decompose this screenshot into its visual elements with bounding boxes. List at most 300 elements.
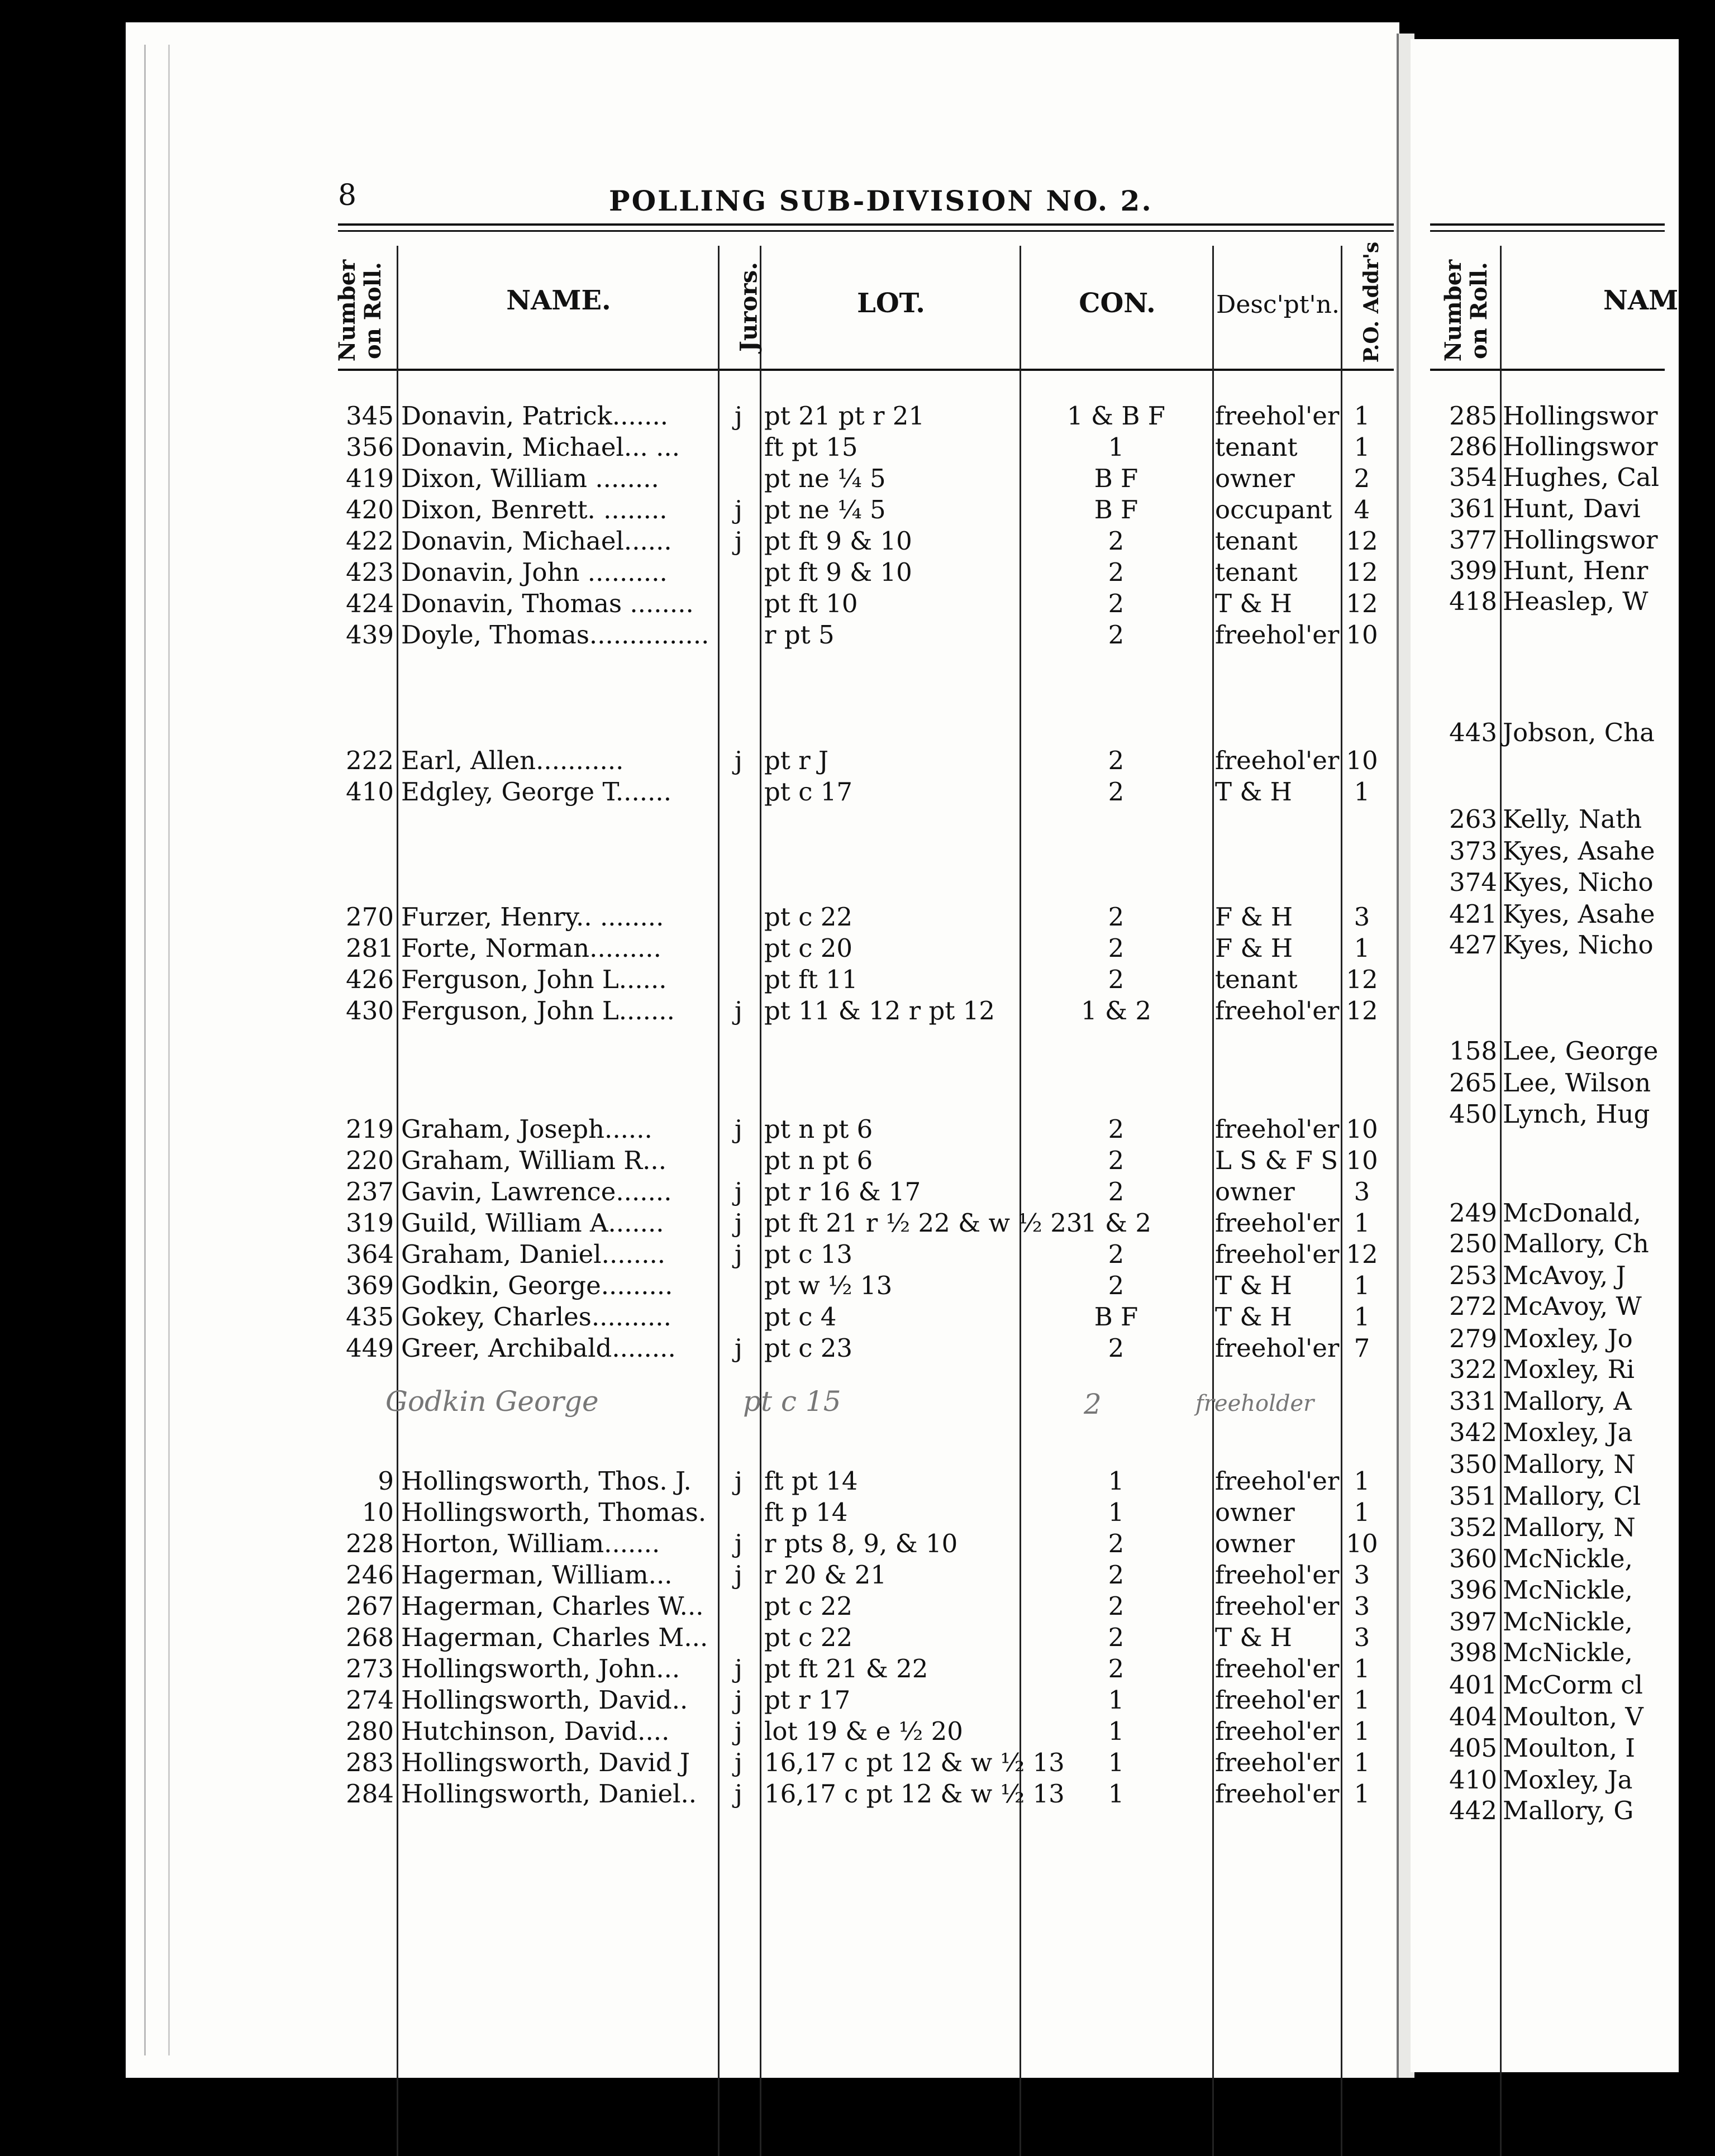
right-table-row bbox=[1444, 1418, 1633, 1447]
right-roll-number: 350 bbox=[1449, 1449, 1497, 1479]
table-row bbox=[0, 1685, 1397, 1715]
right-table-row bbox=[1444, 1386, 1632, 1416]
description: owner bbox=[1215, 1177, 1295, 1206]
right-roll-number: 442 bbox=[1449, 1796, 1497, 1825]
po-address: 1 bbox=[1354, 1208, 1370, 1238]
description: T & H bbox=[1215, 1623, 1292, 1652]
right-roll-number: 399 bbox=[1449, 556, 1497, 585]
right-header-number: Number on Roll. bbox=[1440, 259, 1492, 362]
description: T & H bbox=[1215, 1271, 1292, 1300]
po-address: 1 bbox=[1354, 432, 1370, 462]
right-roll-number: 286 bbox=[1449, 432, 1497, 461]
juror-mark: j bbox=[735, 996, 742, 1025]
po-address: 1 bbox=[1354, 933, 1370, 963]
juror-mark: j bbox=[735, 1779, 742, 1809]
table-row bbox=[0, 1748, 1397, 1778]
po-address: 1 bbox=[1354, 1271, 1370, 1300]
po-address: 12 bbox=[1346, 589, 1378, 618]
right-roll-number: 450 bbox=[1449, 1099, 1497, 1129]
voter-name: Hagerman, Charles M... bbox=[401, 1623, 708, 1652]
lot-value: pt r J bbox=[764, 746, 829, 775]
juror-mark: j bbox=[735, 401, 742, 431]
con-value: 1 bbox=[1108, 1497, 1125, 1527]
right-table-row bbox=[1444, 1544, 1633, 1573]
lot-value: pt r 16 & 17 bbox=[764, 1177, 921, 1206]
juror-mark: j bbox=[735, 526, 742, 556]
right-voter-name: Mallory, Ch bbox=[1503, 1229, 1649, 1258]
roll-number: 410 bbox=[346, 777, 394, 807]
lot-value: ft p 14 bbox=[764, 1497, 848, 1527]
lot-value: pt ne ¼ 5 bbox=[764, 495, 886, 524]
header-number: Number on Roll. bbox=[334, 259, 386, 362]
right-table-row bbox=[1444, 1702, 1643, 1732]
right-table-row bbox=[1444, 1354, 1635, 1384]
roll-number: 424 bbox=[346, 589, 394, 618]
con-value: 2 bbox=[1108, 1271, 1125, 1300]
table-row bbox=[0, 401, 1397, 431]
con-value: 2 bbox=[1108, 620, 1125, 650]
right-roll-number: 354 bbox=[1449, 462, 1497, 492]
table-row bbox=[0, 965, 1397, 995]
con-value: 2 bbox=[1108, 902, 1125, 932]
right-roll-number: 342 bbox=[1449, 1418, 1497, 1447]
roll-number: 439 bbox=[346, 620, 394, 650]
right-table-row bbox=[1444, 586, 1649, 616]
lot-value: pt c 13 bbox=[764, 1239, 852, 1269]
table-row bbox=[0, 526, 1397, 556]
po-address: 10 bbox=[1346, 1114, 1378, 1144]
voter-name: Donavin, Thomas ........ bbox=[401, 589, 694, 618]
voter-name: Hollingsworth, Thomas. bbox=[401, 1497, 707, 1527]
po-address: 3 bbox=[1354, 902, 1370, 932]
right-voter-name: Moulton, V bbox=[1503, 1702, 1643, 1732]
con-value: 1 bbox=[1108, 1716, 1125, 1746]
po-address: 1 bbox=[1354, 1654, 1370, 1683]
po-address: 1 bbox=[1354, 1748, 1370, 1777]
voter-name: Ferguson, John L....... bbox=[401, 996, 675, 1025]
lot-value: pt c 22 bbox=[764, 902, 852, 932]
juror-mark: j bbox=[735, 495, 742, 524]
description: freehol'er bbox=[1215, 996, 1340, 1025]
right-table-row bbox=[1444, 1575, 1633, 1605]
right-roll-number: 361 bbox=[1449, 494, 1497, 523]
description: F & H bbox=[1215, 902, 1293, 932]
voter-name: Ferguson, John L...... bbox=[401, 965, 667, 994]
description: owner bbox=[1215, 464, 1295, 493]
right-voter-name: Mallory, G bbox=[1503, 1796, 1634, 1825]
roll-number: 449 bbox=[346, 1333, 394, 1363]
right-roll-number: 265 bbox=[1449, 1068, 1497, 1098]
lot-value: pt c 23 bbox=[764, 1333, 852, 1363]
con-value: 2 bbox=[1108, 1114, 1125, 1144]
table-row bbox=[0, 1177, 1397, 1207]
voter-name: Hagerman, William... bbox=[401, 1560, 673, 1590]
right-voter-name: Hughes, Cal bbox=[1503, 462, 1659, 492]
lot-value: pt c 22 bbox=[764, 1623, 852, 1652]
right-table-row bbox=[1444, 1607, 1633, 1637]
description: freehol'er bbox=[1215, 1333, 1340, 1363]
right-table-row bbox=[1444, 1449, 1636, 1479]
description: tenant bbox=[1215, 557, 1298, 587]
po-address: 12 bbox=[1346, 965, 1378, 994]
voter-name: Furzer, Henry.. ........ bbox=[401, 902, 664, 932]
po-address: 1 bbox=[1354, 1685, 1370, 1715]
right-table-row bbox=[1444, 462, 1659, 492]
handwritten-con: 2 bbox=[1084, 1388, 1102, 1420]
po-address: 3 bbox=[1354, 1560, 1370, 1590]
roll-number: 284 bbox=[346, 1779, 394, 1809]
description: tenant bbox=[1215, 526, 1298, 556]
voter-name: Earl, Allen........... bbox=[401, 746, 624, 775]
right-roll-number: 397 bbox=[1449, 1607, 1497, 1637]
header-desc: Desc'pt'n. bbox=[1216, 290, 1340, 319]
right-voter-name: Mallory, N bbox=[1503, 1449, 1636, 1479]
table-row bbox=[0, 1114, 1397, 1144]
con-value: 2 bbox=[1108, 777, 1125, 807]
juror-mark: j bbox=[735, 1748, 742, 1777]
right-table-row bbox=[1444, 1638, 1633, 1667]
right-voter-name: Jobson, Cha bbox=[1503, 718, 1655, 747]
voter-name: Donavin, Michael...... bbox=[401, 526, 672, 556]
description: freehol'er bbox=[1215, 1560, 1340, 1590]
right-voter-name: Moxley, Jo bbox=[1503, 1324, 1633, 1353]
right-roll-number: 421 bbox=[1449, 899, 1497, 929]
roll-number: 423 bbox=[346, 557, 394, 587]
right-table-row bbox=[1444, 525, 1658, 555]
lot-value: pt 11 & 12 r pt 12 bbox=[764, 996, 995, 1025]
roll-number: 228 bbox=[346, 1529, 394, 1558]
description: L S & F S bbox=[1215, 1146, 1338, 1175]
juror-mark: j bbox=[735, 1560, 742, 1590]
right-voter-name: Hollingswor bbox=[1503, 432, 1658, 461]
voter-name: Hollingsworth, David.. bbox=[401, 1685, 688, 1715]
description: freehol'er bbox=[1215, 1239, 1340, 1269]
con-value: 2 bbox=[1108, 589, 1125, 618]
header-po: P.O. Addr's bbox=[1360, 241, 1383, 363]
table-row bbox=[0, 1239, 1397, 1270]
table-row bbox=[0, 1560, 1397, 1590]
juror-mark: j bbox=[735, 1239, 742, 1269]
description: T & H bbox=[1215, 777, 1292, 807]
voter-name: Forte, Norman......... bbox=[401, 933, 661, 963]
po-address: 1 bbox=[1354, 1716, 1370, 1746]
lot-value: pt c 4 bbox=[764, 1302, 837, 1332]
con-value: 2 bbox=[1108, 746, 1125, 775]
po-address: 3 bbox=[1354, 1177, 1370, 1206]
right-roll-number: 279 bbox=[1449, 1324, 1497, 1353]
right-table-row bbox=[1444, 1198, 1641, 1228]
roll-number: 319 bbox=[346, 1208, 394, 1238]
handwritten-name: Godkin George bbox=[385, 1385, 599, 1418]
roll-number: 356 bbox=[346, 432, 394, 462]
table-row bbox=[0, 1654, 1397, 1684]
voter-name: Donavin, John .......... bbox=[401, 557, 668, 587]
right-voter-name: McNickle, bbox=[1503, 1638, 1633, 1667]
table-row bbox=[0, 777, 1397, 807]
po-address: 1 bbox=[1354, 1779, 1370, 1809]
description: occupant bbox=[1215, 495, 1332, 524]
right-table-row bbox=[1444, 1513, 1636, 1542]
voter-name: Donavin, Michael... ... bbox=[401, 432, 680, 462]
con-value: 2 bbox=[1108, 1146, 1125, 1175]
description: freehol'er bbox=[1215, 1779, 1340, 1809]
roll-number: 364 bbox=[346, 1239, 394, 1269]
lot-value: pt ne ¼ 5 bbox=[764, 464, 886, 493]
table-row bbox=[0, 1466, 1397, 1496]
voter-name: Hagerman, Charles W... bbox=[401, 1591, 704, 1621]
roll-number: 273 bbox=[346, 1654, 394, 1683]
table-row bbox=[0, 1208, 1397, 1238]
juror-mark: j bbox=[735, 1177, 742, 1206]
con-value: B F bbox=[1094, 464, 1138, 493]
table-row bbox=[0, 1529, 1397, 1559]
right-voter-name: Moxley, Ja bbox=[1503, 1765, 1633, 1795]
roll-number: 237 bbox=[346, 1177, 394, 1206]
right-table-row bbox=[1444, 1229, 1649, 1258]
right-voter-name: Lee, Wilson bbox=[1503, 1068, 1651, 1098]
right-roll-number: 249 bbox=[1449, 1198, 1497, 1228]
right-roll-number: 427 bbox=[1449, 930, 1497, 960]
con-value: 1 & 2 bbox=[1081, 1208, 1151, 1238]
right-voter-name: Mallory, A bbox=[1503, 1386, 1632, 1416]
right-roll-number: 352 bbox=[1449, 1513, 1497, 1542]
con-value: 1 bbox=[1108, 432, 1125, 462]
right-table-row bbox=[1444, 804, 1642, 834]
voter-name: Edgley, George T....... bbox=[401, 777, 671, 807]
table-row bbox=[0, 464, 1397, 494]
right-table-row bbox=[1444, 401, 1658, 431]
lot-value: r pt 5 bbox=[764, 620, 835, 650]
right-voter-name: Moxley, Ri bbox=[1503, 1354, 1635, 1384]
description: T & H bbox=[1215, 589, 1292, 618]
right-table-row bbox=[1444, 930, 1654, 960]
right-voter-name: Mallory, Cl bbox=[1503, 1481, 1641, 1511]
right-voter-name: Lee, George bbox=[1503, 1036, 1659, 1066]
description: owner bbox=[1215, 1497, 1295, 1527]
juror-mark: j bbox=[735, 1529, 742, 1558]
description: freehol'er bbox=[1215, 1685, 1340, 1715]
voter-name: Dixon, Benrett. ........ bbox=[401, 495, 668, 524]
lot-value: pt r 17 bbox=[764, 1685, 851, 1715]
description: freehol'er bbox=[1215, 1748, 1340, 1777]
voter-name: Doyle, Thomas............... bbox=[401, 620, 709, 650]
description: freehol'er bbox=[1215, 1654, 1340, 1683]
roll-number: 283 bbox=[346, 1748, 394, 1777]
lot-value: r 20 & 21 bbox=[764, 1560, 887, 1590]
lot-value: pt ft 9 & 10 bbox=[764, 526, 912, 556]
lot-value: pt ft 11 bbox=[764, 965, 858, 994]
table-row bbox=[0, 1497, 1397, 1528]
roll-number: 281 bbox=[346, 933, 394, 963]
right-roll-number: 331 bbox=[1449, 1386, 1497, 1416]
right-roll-number: 322 bbox=[1449, 1354, 1497, 1384]
con-value: 2 bbox=[1108, 1239, 1125, 1269]
lot-value: 16,17 c pt 12 & w ½ 13 bbox=[764, 1748, 1065, 1777]
table-row bbox=[0, 1779, 1397, 1809]
con-value: B F bbox=[1094, 1302, 1138, 1332]
table-row bbox=[0, 1623, 1397, 1653]
voter-name: Graham, Joseph...... bbox=[401, 1114, 652, 1144]
table-row bbox=[0, 902, 1397, 932]
right-voter-name: Kyes, Asahe bbox=[1503, 899, 1655, 929]
description: freehol'er bbox=[1215, 401, 1340, 431]
con-value: 1 bbox=[1108, 1685, 1125, 1715]
right-table-row bbox=[1444, 1099, 1650, 1129]
voter-name: Gokey, Charles.......... bbox=[401, 1302, 671, 1332]
handwritten-desc: freeholder bbox=[1195, 1391, 1314, 1416]
right-roll-number: 373 bbox=[1449, 836, 1497, 866]
right-header-name: NAM bbox=[1603, 285, 1679, 316]
lot-value: ft pt 14 bbox=[764, 1466, 858, 1496]
con-value: 2 bbox=[1108, 1654, 1125, 1683]
po-address: 1 bbox=[1354, 1466, 1370, 1496]
table-row bbox=[0, 432, 1397, 462]
roll-number: 435 bbox=[346, 1302, 394, 1332]
description: freehol'er bbox=[1215, 1716, 1340, 1746]
lot-value: r pts 8, 9, & 10 bbox=[764, 1529, 958, 1558]
right-roll-number: 418 bbox=[1449, 586, 1497, 616]
right-roll-number: 374 bbox=[1449, 867, 1497, 897]
page-heading: POLLING SUB-DIVISION NO. 2. bbox=[609, 184, 1153, 217]
lot-value: pt n pt 6 bbox=[764, 1146, 873, 1175]
table-row bbox=[0, 495, 1397, 525]
right-roll-number: 285 bbox=[1449, 401, 1497, 431]
table-row bbox=[0, 1146, 1397, 1176]
con-value: 1 & B F bbox=[1067, 401, 1165, 431]
right-table-row bbox=[1444, 718, 1655, 747]
right-roll-number: 377 bbox=[1449, 525, 1497, 555]
con-value: 2 bbox=[1108, 933, 1125, 963]
description: freehol'er bbox=[1215, 1114, 1340, 1144]
description: T & H bbox=[1215, 1302, 1292, 1332]
con-value: 2 bbox=[1108, 1529, 1125, 1558]
right-header-rule-top bbox=[1430, 223, 1665, 226]
description: freehol'er bbox=[1215, 1466, 1340, 1496]
header-rule-bottom bbox=[338, 369, 1394, 371]
right-voter-name: McNickle, bbox=[1503, 1575, 1633, 1605]
con-value: 1 bbox=[1108, 1466, 1125, 1496]
po-address: 7 bbox=[1354, 1333, 1370, 1363]
right-voter-name: Kyes, Nicho bbox=[1503, 867, 1654, 897]
right-voter-name: McCorm cl bbox=[1503, 1670, 1643, 1700]
right-roll-number: 404 bbox=[1449, 1702, 1497, 1732]
juror-mark: j bbox=[735, 1716, 742, 1746]
right-voter-name: Moulton, I bbox=[1503, 1733, 1636, 1763]
voter-name: Dixon, William ........ bbox=[401, 464, 659, 493]
con-value: 1 & 2 bbox=[1081, 996, 1151, 1025]
voter-name: Gavin, Lawrence....... bbox=[401, 1177, 672, 1206]
con-value: 2 bbox=[1108, 526, 1125, 556]
right-roll-number: 443 bbox=[1449, 718, 1497, 747]
right-voter-name: McNickle, bbox=[1503, 1607, 1633, 1637]
voter-name: Hollingsworth, David J bbox=[401, 1748, 690, 1777]
roll-number: 219 bbox=[346, 1114, 394, 1144]
table-row bbox=[0, 1591, 1397, 1621]
voter-name: Graham, William R... bbox=[401, 1146, 667, 1175]
right-voter-name: Hollingswor bbox=[1503, 401, 1658, 431]
po-address: 12 bbox=[1346, 1239, 1378, 1269]
lot-value: lot 19 & e ½ 20 bbox=[764, 1716, 963, 1746]
header-con: CON. bbox=[1079, 288, 1156, 319]
right-voter-name: McNickle, bbox=[1503, 1544, 1633, 1573]
right-voter-name: Hollingswor bbox=[1503, 525, 1658, 555]
voter-name: Hollingsworth, Thos. J. bbox=[401, 1466, 692, 1496]
juror-mark: j bbox=[735, 1654, 742, 1683]
po-address: 10 bbox=[1346, 746, 1378, 775]
roll-number: 9 bbox=[378, 1466, 394, 1496]
roll-number: 10 bbox=[361, 1497, 394, 1527]
juror-mark: j bbox=[735, 1466, 742, 1496]
po-address: 1 bbox=[1354, 1497, 1370, 1527]
right-table-row bbox=[1444, 1670, 1643, 1700]
po-address: 1 bbox=[1354, 1302, 1370, 1332]
right-table-row bbox=[1444, 1481, 1641, 1511]
roll-number: 246 bbox=[346, 1560, 394, 1590]
right-roll-number: 253 bbox=[1449, 1261, 1497, 1290]
roll-number: 422 bbox=[346, 526, 394, 556]
roll-number: 369 bbox=[346, 1271, 394, 1300]
con-value: B F bbox=[1094, 495, 1138, 524]
juror-mark: j bbox=[735, 1685, 742, 1715]
right-voter-name: Hunt, Davi bbox=[1503, 494, 1641, 523]
juror-mark: j bbox=[735, 746, 742, 775]
voter-name: Guild, William A....... bbox=[401, 1208, 664, 1238]
description: freehol'er bbox=[1215, 1591, 1340, 1621]
voter-name: Horton, William....... bbox=[401, 1529, 660, 1558]
right-voter-name: Moxley, Ja bbox=[1503, 1418, 1633, 1447]
right-table-row bbox=[1444, 1261, 1626, 1290]
right-table-row bbox=[1444, 1036, 1658, 1066]
roll-number: 270 bbox=[346, 902, 394, 932]
roll-number: 268 bbox=[346, 1623, 394, 1652]
right-voter-name: Mallory, N bbox=[1503, 1513, 1636, 1542]
right-voter-name: Lynch, Hug bbox=[1503, 1099, 1650, 1129]
voter-name: Greer, Archibald........ bbox=[401, 1333, 676, 1363]
roll-number: 345 bbox=[346, 401, 394, 431]
con-value: 2 bbox=[1108, 965, 1125, 994]
right-roll-number: 351 bbox=[1449, 1481, 1497, 1511]
right-header-rule-top-2 bbox=[1430, 230, 1665, 232]
right-table-row bbox=[1444, 1796, 1633, 1825]
lot-value: pt ft 21 r ½ 22 & w ½ 23 bbox=[764, 1208, 1083, 1238]
right-voter-name: Kyes, Asahe bbox=[1503, 836, 1655, 866]
description: tenant bbox=[1215, 432, 1298, 462]
header-lot: LOT. bbox=[857, 288, 925, 319]
right-voter-name: McAvoy, J bbox=[1503, 1261, 1626, 1290]
po-address: 12 bbox=[1346, 557, 1378, 587]
table-row bbox=[0, 996, 1397, 1026]
con-value: 2 bbox=[1108, 1560, 1125, 1590]
roll-number: 280 bbox=[346, 1716, 394, 1746]
header-name: NAME. bbox=[506, 285, 611, 316]
description: freehol'er bbox=[1215, 620, 1340, 650]
right-roll-number: 263 bbox=[1449, 804, 1497, 834]
right-roll-number: 401 bbox=[1449, 1670, 1497, 1700]
description: freehol'er bbox=[1215, 1208, 1340, 1238]
table-row bbox=[0, 1302, 1397, 1332]
page-number: 8 bbox=[338, 179, 357, 212]
roll-number: 430 bbox=[346, 996, 394, 1025]
roll-number: 419 bbox=[346, 464, 394, 493]
description: freehol'er bbox=[1215, 746, 1340, 775]
po-address: 10 bbox=[1346, 1529, 1378, 1558]
voter-name: Hollingsworth, John... bbox=[401, 1654, 680, 1683]
right-voter-name: Kelly, Nath bbox=[1503, 804, 1642, 834]
description: owner bbox=[1215, 1529, 1295, 1558]
right-voter-name: McAvoy, W bbox=[1503, 1291, 1642, 1321]
right-voter-name: McDonald, bbox=[1503, 1198, 1641, 1228]
right-table-row bbox=[1444, 556, 1648, 585]
